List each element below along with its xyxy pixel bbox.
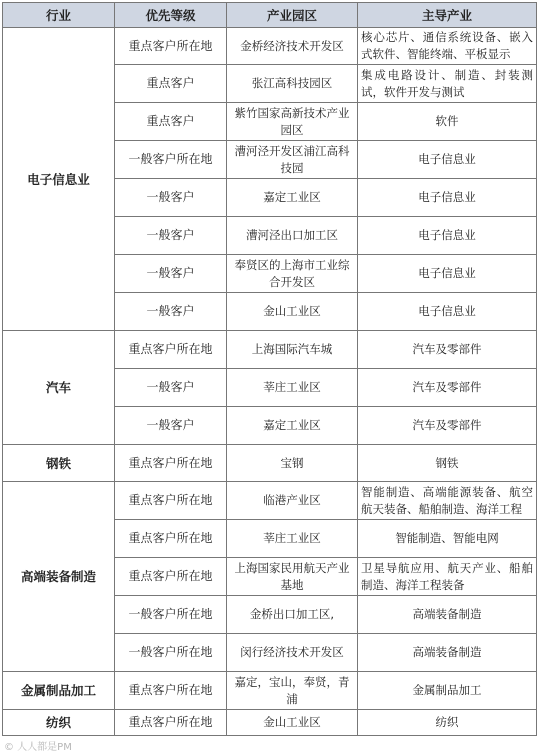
- product-cell: 高端装备制造: [358, 634, 537, 672]
- header-priority: 优先等级: [115, 3, 227, 28]
- product-cell: 汽车及零部件: [358, 331, 537, 369]
- priority-cell: 重点客户所在地: [115, 672, 227, 710]
- table-body: [3, 28, 537, 736]
- header-industry: 行业: [3, 3, 115, 28]
- park-cell: 嘉定工业区: [227, 179, 358, 217]
- table-row: [3, 331, 537, 369]
- priority-cell: 重点客户所在地: [115, 28, 227, 65]
- table-row: [3, 482, 537, 520]
- product-cell: 核心芯片、通信系统设备、嵌入式软件、智能终端、平板显示: [358, 28, 537, 65]
- product-cell: 汽车及零部件: [358, 407, 537, 445]
- park-cell: 嘉定，宝山，奉贤，青浦: [227, 672, 358, 710]
- park-cell: 金桥出口加工区,: [227, 596, 358, 634]
- priority-cell: 一般客户: [115, 369, 227, 407]
- park-cell: 莘庄工业区: [227, 369, 358, 407]
- industry-cell: 钢铁: [3, 445, 115, 482]
- header-park: 产业园区: [227, 3, 358, 28]
- industry-cell: 高端装备制造: [3, 482, 115, 672]
- product-cell: 电子信息业: [358, 217, 537, 255]
- park-cell: 漕河泾开发区浦江高科技园: [227, 141, 358, 179]
- park-cell: 漕河泾出口加工区: [227, 217, 358, 255]
- industry-park-table: [2, 2, 537, 736]
- priority-cell: 重点客户所在地: [115, 445, 227, 482]
- product-cell: 卫星导航应用、航天产业、船舶制造、海洋工程装备: [358, 558, 537, 596]
- table-row: [3, 710, 537, 736]
- priority-cell: 重点客户所在地: [115, 331, 227, 369]
- product-cell: 电子信息业: [358, 255, 537, 293]
- product-cell: 电子信息业: [358, 179, 537, 217]
- park-cell: 奉贤区的上海市工业综合开发区: [227, 255, 358, 293]
- park-cell: 莘庄工业区: [227, 520, 358, 558]
- park-cell: 临港产业区: [227, 482, 358, 520]
- product-cell: 汽车及零部件: [358, 369, 537, 407]
- park-cell: 金桥经济技术开发区: [227, 28, 358, 65]
- product-cell: 钢铁: [358, 445, 537, 482]
- product-cell: 电子信息业: [358, 141, 537, 179]
- product-cell: 智能制造、智能电网: [358, 520, 537, 558]
- park-cell: 上海国际汽车城: [227, 331, 358, 369]
- product-cell: 电子信息业: [358, 293, 537, 331]
- park-cell: 闵行经济技术开发区: [227, 634, 358, 672]
- priority-cell: 重点客户所在地: [115, 558, 227, 596]
- header-row: [3, 3, 537, 28]
- priority-cell: 一般客户: [115, 179, 227, 217]
- priority-cell: 重点客户所在地: [115, 520, 227, 558]
- priority-cell: 一般客户: [115, 407, 227, 445]
- park-cell: 金山工业区: [227, 293, 358, 331]
- park-cell: 宝钢: [227, 445, 358, 482]
- priority-cell: 一般客户: [115, 255, 227, 293]
- priority-cell: 重点客户所在地: [115, 710, 227, 736]
- header-product: 主导产业: [358, 3, 537, 28]
- park-cell: 上海国家民用航天产业基地: [227, 558, 358, 596]
- priority-cell: 一般客户: [115, 217, 227, 255]
- product-cell: 高端装备制造: [358, 596, 537, 634]
- industry-cell: 纺织: [3, 710, 115, 736]
- priority-cell: 一般客户所在地: [115, 141, 227, 179]
- industry-cell: 电子信息业: [3, 28, 115, 331]
- product-cell: 集成电路设计、制造、封装测试，软件开发与测试: [358, 65, 537, 103]
- product-cell: 纺织: [358, 710, 537, 736]
- priority-cell: 重点客户: [115, 65, 227, 103]
- table-row: [3, 445, 537, 482]
- priority-cell: 一般客户: [115, 293, 227, 331]
- priority-cell: 一般客户所在地: [115, 634, 227, 672]
- product-cell: 智能制造、高端能源装备、航空航天装备、船舶制造、海洋工程: [358, 482, 537, 520]
- watermark-left: © 人人都是PM: [4, 742, 72, 753]
- priority-cell: 重点客户所在地: [115, 482, 227, 520]
- industry-cell: 汽车: [3, 331, 115, 445]
- park-cell: 紫竹国家高新技术产业园区: [227, 103, 358, 141]
- priority-cell: 重点客户: [115, 103, 227, 141]
- priority-cell: 一般客户所在地: [115, 596, 227, 634]
- table-row: [3, 672, 537, 710]
- product-cell: 软件: [358, 103, 537, 141]
- industry-cell: 金属制品加工: [3, 672, 115, 710]
- park-cell: 张江高科技园区: [227, 65, 358, 103]
- park-cell: 金山工业区: [227, 710, 358, 736]
- table-row: [3, 28, 537, 65]
- product-cell: 金属制品加工: [358, 672, 537, 710]
- park-cell: 嘉定工业区: [227, 407, 358, 445]
